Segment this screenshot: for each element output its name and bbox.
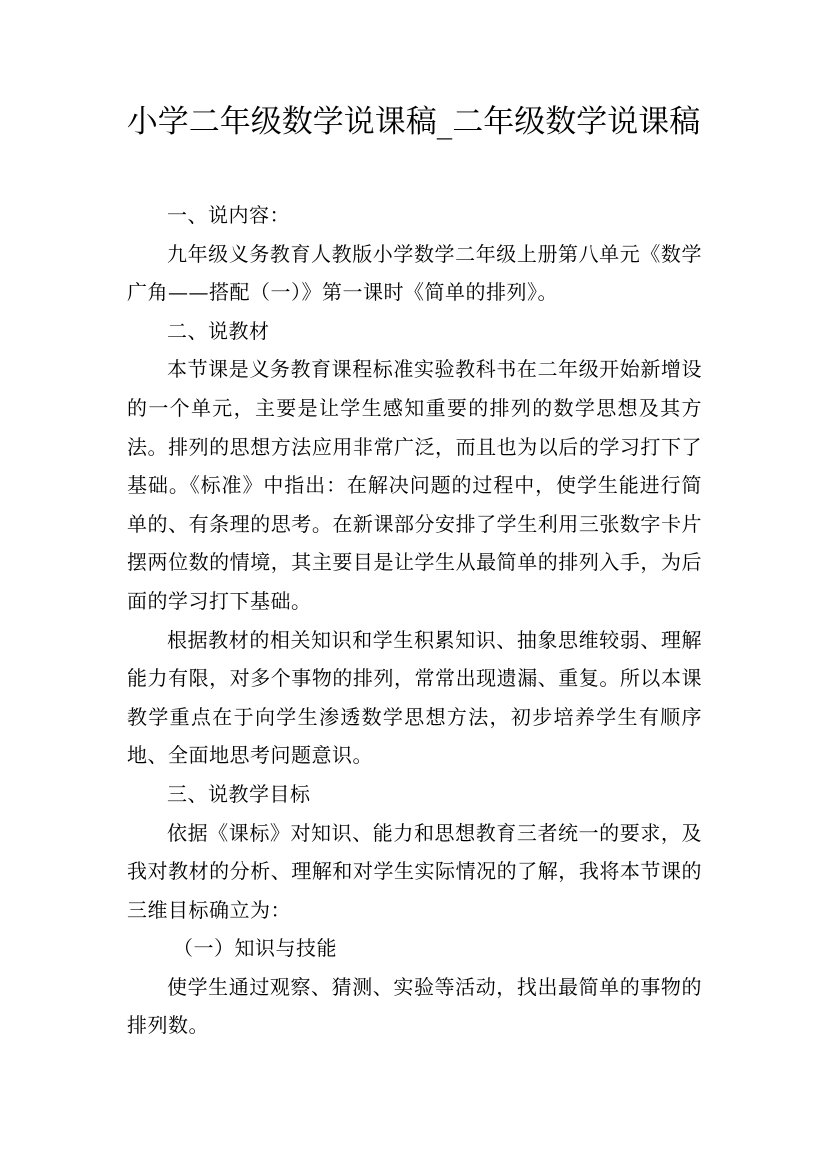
- paragraph-knowledge-skills: 使学生通过观察、猜测、实验等活动，找出最简单的事物的排列数。: [127, 974, 702, 1038]
- paragraph-goals: 依据《课标》对知识、能力和思想教育三者统一的要求，及我对教材的分析、理解和对学生实际情况的了解，我将本节课的三维目标确立为：: [127, 820, 702, 922]
- paragraph-content: 九年级义务教育人教版小学数学二年级上册第八单元《数学广角——搭配（一）》第一课时《简单的排列》。: [127, 241, 702, 305]
- document-title: 小学二年级数学说课稿_二年级数学说课稿: [126, 104, 701, 140]
- subheading-knowledge-skills: （一）知识与技能: [173, 936, 337, 961]
- section-heading-textbook: 二、说教材: [167, 318, 270, 343]
- paragraph-textbook-2: 根据教材的相关知识和学生积累知识、抽象思维较弱、理解能力有限，对多个事物的排列，常常出现遗漏、重复。所以本课教学重点在于向学生渗透数学思想方法，初步培养学生有顺序地、全面地思考问题意识。: [127, 627, 702, 768]
- paragraph-textbook-1: 本节课是义务教育课程标准实验教科书在二年级开始新增设的一个单元，主要是让学生感知重要的排列的数学思想及其方法。排列的思想方法应用非常广泛，而且也为以后的学习打下了基础。《标准》中指出：在解决问题的过程中，使学生能进行简单的、有条理的思考。在新课部分安排了学生利用三张数字卡片摆两位数的情境，其主要目是让学生从最简单的排列入手，为后面的学习打下基础。: [127, 357, 702, 613]
- document-body: [127, 196, 702, 1045]
- section-heading-content: 一、说内容：: [167, 203, 290, 227]
- section-heading-goals: 三、说教学目标: [167, 781, 311, 806]
